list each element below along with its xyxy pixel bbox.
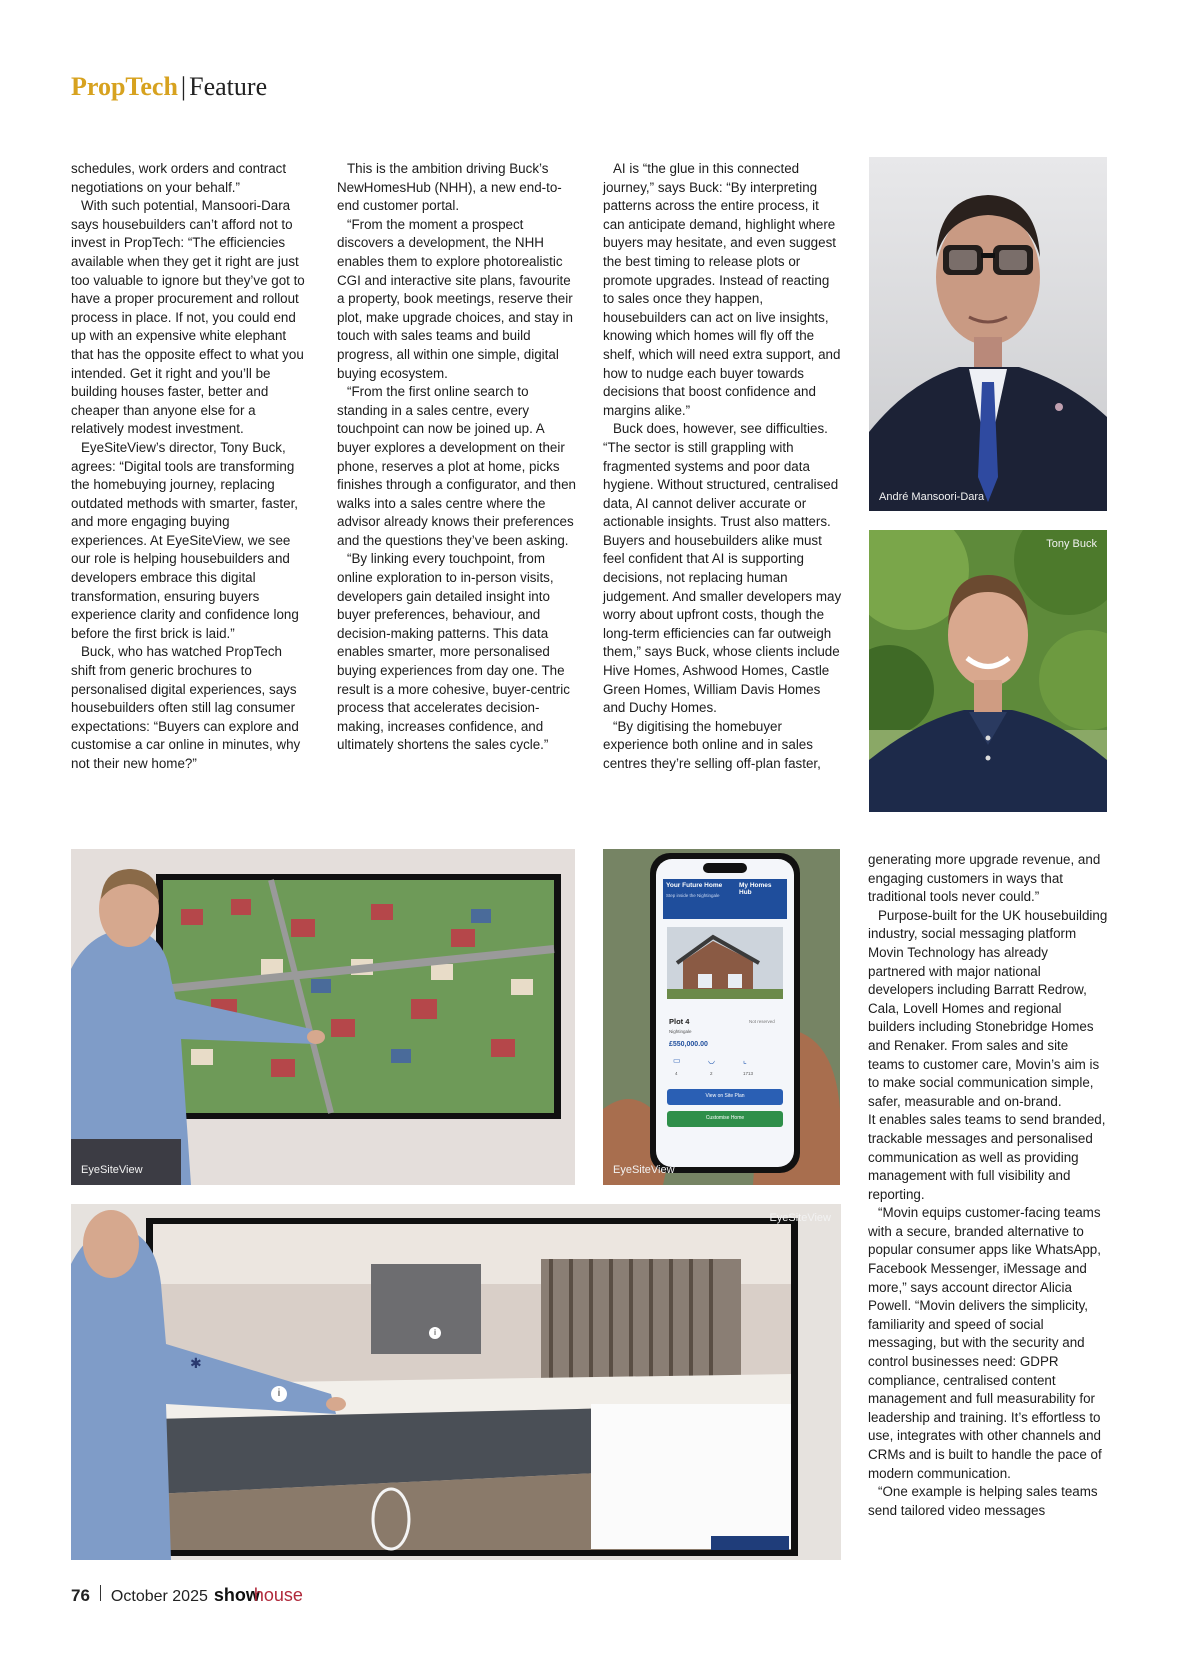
size-icon: ⌞: [743, 1056, 747, 1065]
settings-icon[interactable]: ✱: [190, 1355, 202, 1371]
photo-caption: André Mansoori-Dara: [879, 491, 985, 503]
paragraph: With such potential, Mansoori-Dara says housebuilders can’t afford not to invest in PropTech: “The efficiencies available when they get it right are just too valuable to ignore but they’ve got to have a proper procurement and rollout process in place. If not, you could end up with an expensive white elephant that has the opposite effect to what you intended. Get it right and you’ll be building houses faster, better and cheaper than anyone else for a relatively modest investment.: [71, 198, 305, 437]
photo-tv-siteplan: [71, 849, 575, 1185]
page-number: 76: [71, 1586, 90, 1605]
paragraph: “From the moment a prospect discovers a development, the NHH enables them to explore photorealistic CGI and interactive site plans, favourite a property, book meetings, reserve their plot, make upgrade choices, and stay in touch with sales teams and build progress, all within one simple, digital buying ecosystem.: [337, 216, 573, 381]
app-price: £550,000.00: [669, 1041, 708, 1048]
app-plot-name: Plot 4: [669, 1017, 690, 1026]
app-tab[interactable]: My Homes Hub: [739, 882, 772, 896]
paragraph: “By digitising the homebuyer experience both online and in sales centres they’re selling off-plan faster,: [603, 718, 821, 771]
article-column-2: [337, 160, 577, 755]
paragraph: EyeSiteView’s director, Tony Buck, agrees: “Digital tools are transforming the homebuying journey, replacing outdated methods with smarter, faster, and more engaging buying experiences. At EyeSiteView, we see our role is helping housebuilders and developers embrace this digital transformation, ensuring buyers experience clarity and confidence long before the first brick is laid.”: [71, 439, 299, 641]
portrait-photo-mansoori: [869, 157, 1107, 511]
section-subtitle: Feature: [189, 72, 268, 101]
paragraph: “From the first online search to standing in a sales centre, every touchpoint can now be joined up. A buyer explores a development on their phone, reserves a plot at home, picks finishes through a configurator, and then walks into a sales centre where the advisor already knows their preferences and the questions they’ve been asking.: [337, 384, 576, 548]
article-column-4: [868, 851, 1108, 1520]
bath-icon: ◡: [708, 1056, 715, 1065]
app-baths: 2: [710, 1071, 713, 1076]
paragraph: Buck does, however, see difficulties. “The sector is still grappling with fragmented systems and poor data hygiene. Without structured, centralised data, AI cannot deliver accurate or actionable insights. Trust also matters. Buyers and housebuilders alike must feel confident that AI is supporting decisions, not replacing human judgement. And smaller developers may worry about upfront costs, though the long-term efficiencies can far outweigh them,” says Buck, whose clients include Hive Homes, Ashwood Homes, Castle Green Homes, William Davis Homes and Duchy Homes.: [603, 421, 842, 716]
paragraph: This is the ambition driving Buck’s NewHomesHub (NHH), a new end-to-end customer portal.: [337, 161, 562, 214]
paragraph: Buck, who has watched PropTech shift from generic brochures to personalised digital experiences, says housebuilders often still lag consumer expectations: “Buyers can explore and customise a car online in minutes, why not their new home?”: [71, 644, 301, 771]
view-site-plan-button[interactable]: View on Site Plan: [705, 1093, 745, 1099]
magazine-logo: showhouse: [213, 1585, 303, 1605]
paragraph: Purpose-built for the UK housebuilding industry, social messaging platform Movin Technology has already partnered with major national developers including Barratt Redrow, Cala, Lovell Homes and regional builders including Stonebridge Homes and Renaker. From sales and site teams to customer care, Movin’s aim is to make social communication simple, safer, measurable and on-brand.: [868, 907, 1108, 1109]
app-title: Your Future Home: [666, 882, 723, 889]
info-icon[interactable]: i: [271, 1386, 287, 1402]
paragraph: It enables sales teams to send branded, trackable messages and personalised communication as well as providing management with full visibility and reporting.: [868, 1112, 1106, 1202]
paragraph: “By linking every touchpoint, from online exploration to in-person visits, developers gain detailed insight into buyer preferences, behaviour, and decision-making patterns. This data enables smarter, more personalised buying experiences from day one. The result is a more cohesive, buyer-centric process that accelerates decision-making, increases confidence, and ultimately shortens the sales cycle.”: [337, 551, 570, 753]
footer-divider: [100, 1585, 101, 1601]
page-footer: [71, 1585, 303, 1606]
info-icon[interactable]: i: [429, 1327, 441, 1339]
app-beds: 4: [675, 1071, 678, 1076]
photo-phone-app: [603, 849, 840, 1185]
bed-icon: ▭: [673, 1056, 681, 1065]
photo-caption: EyeSiteView: [769, 1212, 831, 1224]
app-plot-status: Not reserved: [749, 1019, 775, 1024]
paragraph: AI is “the glue in this connected journey,” says Buck: “By interpreting patterns across the entire process, it can anticipate demand, highlight where buyers may hesitate, and even suggest the best timing to release plots or promote upgrades. Instead of reacting to sales once they happen, housebuilders can act on live insights, knowing which homes will fly off the shelf, which will need extra support, and how to nudge each buyer towards decisions that boost confidence and margins alike.”: [603, 161, 841, 418]
app-house-type: Nightingale: [669, 1029, 692, 1034]
paragraph: “One example is helping sales teams send tailored video messages: [868, 1484, 1098, 1518]
article-column-3: [603, 160, 843, 774]
section-title: PropTech: [71, 72, 178, 101]
issue-date: October 2025: [110, 1588, 208, 1605]
app-size: 1713: [743, 1071, 754, 1076]
app-subtitle: Step inside the Nightingale: [666, 893, 720, 898]
photo-caption: EyeSiteView: [613, 1164, 675, 1176]
photo-caption: Tony Buck: [1046, 538, 1097, 550]
photo-caption: EyeSiteView: [81, 1164, 143, 1176]
portrait-photo-buck: [869, 530, 1107, 812]
photo-kitchen-tour: [71, 1204, 841, 1560]
paragraph: schedules, work orders and contract negotiations on your behalf.”: [71, 161, 287, 195]
page-header: [71, 72, 267, 102]
header-separator: |: [180, 72, 187, 101]
paragraph: “Movin equips customer-facing teams with a secure, branded alternative to popular consumer apps like WhatsApp, Facebook Messenger, iMessage and more,” says account director Alicia Powell. “Movin delivers the simplicity, familiarity and speed of social messaging, but with the security and control businesses need: GDPR compliance, centralised content management and full measurability for leadership and training. It’s effortless to use, integrates with other channels and CRMs and is built to handle the pace of modern communication.: [868, 1205, 1102, 1481]
customise-home-button[interactable]: Customise Home: [705, 1115, 745, 1121]
paragraph: generating more upgrade revenue, and engaging customers in ways that traditional tools never could.”: [868, 852, 1101, 905]
article-column-1: [71, 160, 307, 774]
